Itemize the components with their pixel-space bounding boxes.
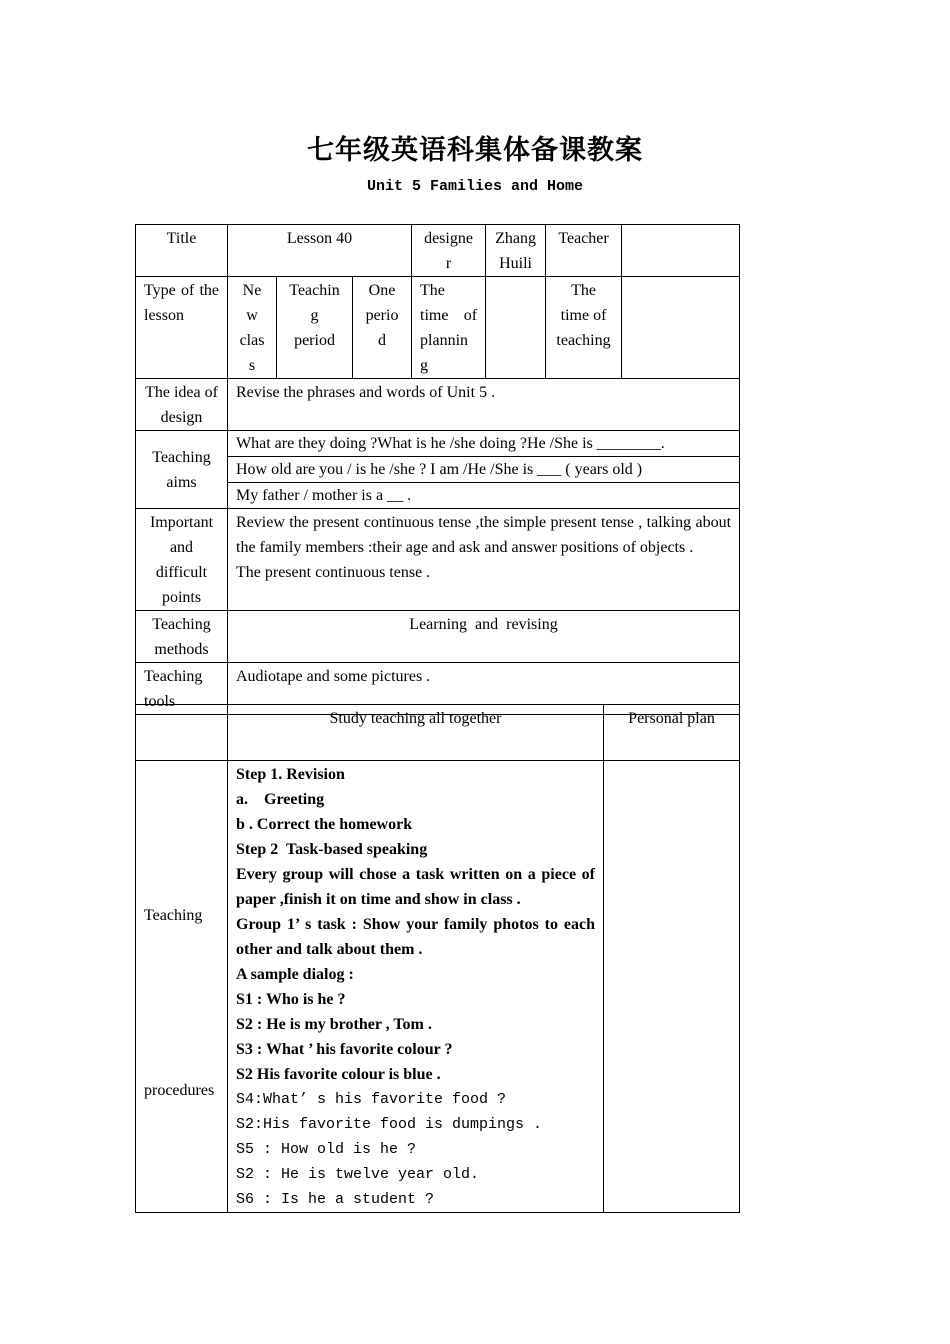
step-line: b . Correct the homework xyxy=(236,816,413,833)
step-line: Group 1’ s task : Show your family photos to each other and talk about them . xyxy=(236,916,595,958)
step-line: S2 His favorite colour is blue . xyxy=(236,1066,441,1083)
tools-value: Audiotape and some pictures . xyxy=(228,663,740,715)
lesson-info-table xyxy=(135,224,740,715)
personal-plan-cell xyxy=(604,761,740,1213)
step-line: Step 1. Revision xyxy=(236,766,345,783)
teacher-label: Teacher xyxy=(546,225,622,277)
planning-time-value xyxy=(486,277,546,379)
important-points-label: Important and difficult points xyxy=(136,509,228,611)
title-value: Lesson 40 xyxy=(228,225,412,277)
step-line: Every group will chose a task written on a piece of paper ,finish it on time and show in class . xyxy=(236,866,595,908)
idea-value: Revise the phrases and words of Unit 5 . xyxy=(228,379,740,431)
difficult-points-text: The present continuous tense . xyxy=(236,564,431,581)
aims-label: Teaching aims xyxy=(136,431,228,509)
lesson-type-text: Type of the lesson xyxy=(144,282,219,324)
lesson-type-label xyxy=(136,277,228,379)
document-subtitle: Unit 5 Families and Home xyxy=(366,178,584,195)
methods-label: Teaching methods xyxy=(136,611,228,663)
dialog-line: S2 : He is twelve year old. xyxy=(236,1166,480,1183)
designer-label: designe r xyxy=(412,225,486,277)
important-points-value xyxy=(228,509,740,611)
document-title: 七年级英语科集体备课教案 xyxy=(307,135,643,166)
dialog-line: S5 : How old is he ? xyxy=(236,1141,417,1158)
step-line: Step 2 Task-based speaking xyxy=(236,841,428,858)
procedures-label-bottom: procedures xyxy=(144,1082,215,1099)
aims-line: How old are you / is he /she ? I am /He /She is ___ ( years old ) xyxy=(228,457,740,483)
step-line: S1 : Who is he ? xyxy=(236,991,346,1008)
study-header-empty xyxy=(136,705,228,761)
study-header-middle: Study teaching all together xyxy=(228,705,604,761)
step-line: a. Greeting xyxy=(236,791,325,808)
designer-value: Zhang Huili xyxy=(486,225,546,277)
procedures-table xyxy=(135,704,740,1213)
aims-line: What are they doing ?What is he /she doing ?He /She is ________. xyxy=(228,431,740,457)
teacher-value xyxy=(622,225,740,277)
dialog-line: S2:His favorite food is dumpings . xyxy=(236,1116,543,1133)
tools-label: Teaching tools xyxy=(136,663,228,715)
step-line: S3 : What ’ his favorite colour ? xyxy=(236,1041,453,1058)
aims-line: My father / mother is a __ . xyxy=(228,483,740,509)
planning-time-label: The time of plannin g xyxy=(412,277,486,379)
step-line: S2 : He is my brother , Tom . xyxy=(236,1016,432,1033)
teaching-time-value xyxy=(622,277,740,379)
teaching-time-label: The time of teaching xyxy=(546,277,622,379)
procedures-label-cell xyxy=(136,761,228,1213)
dialog-line: S6 : Is he a student ? xyxy=(236,1191,435,1208)
personal-plan-header: Personal plan xyxy=(604,705,740,761)
one-period-cell: One perio d xyxy=(353,277,412,379)
title-label: Title xyxy=(136,225,228,277)
teaching-period-cell: Teachin g period xyxy=(277,277,353,379)
procedures-label-top: Teaching xyxy=(144,907,203,924)
step-line: A sample dialog : xyxy=(236,966,354,983)
important-points-text: Review the present continuous tense ,the simple present tense , talking about the family members :their age and ask and answer positions of objects . xyxy=(236,514,732,556)
procedures-steps xyxy=(228,761,604,1213)
idea-label: The idea of design xyxy=(136,379,228,431)
new-class-cell: Ne w clas s xyxy=(228,277,277,379)
methods-value: Learning and revising xyxy=(228,611,740,663)
dialog-line: S4:What’ s his favorite food ? xyxy=(236,1091,507,1108)
